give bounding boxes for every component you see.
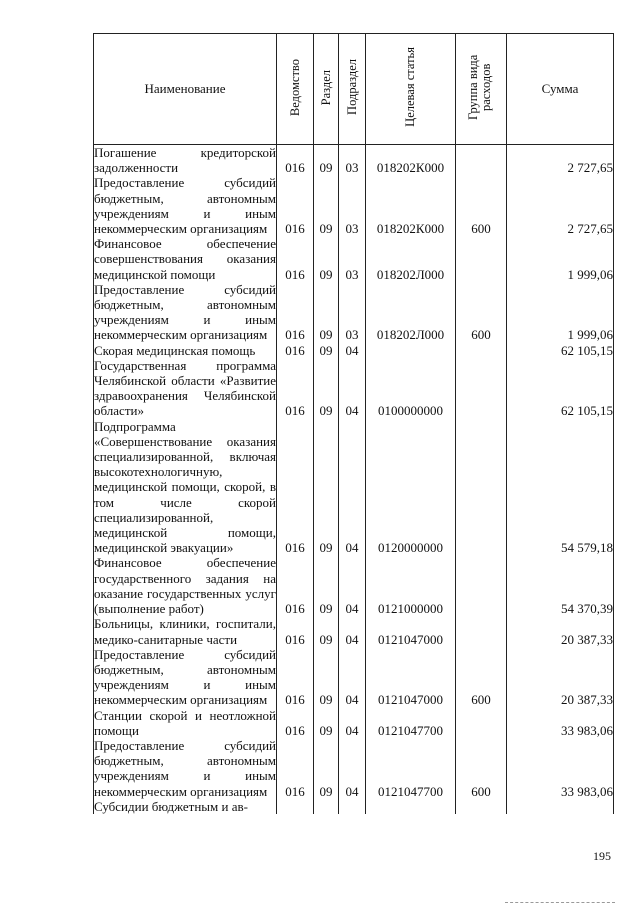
cell-amount: 20 387,33	[507, 616, 614, 646]
table-row	[94, 175, 614, 236]
cell-department: 016	[277, 175, 314, 236]
header-amount: Сумма	[507, 34, 614, 145]
cell-name: Финансовое обеспечение государственного задания на оказание государственных услуг (выполнение работ)	[94, 555, 276, 617]
cell-amount: 1 999,06	[507, 236, 614, 282]
cell-section: 09	[314, 708, 339, 738]
cell-section	[314, 799, 339, 814]
cell-name: Субсидии бюджетным и ав-	[94, 799, 277, 814]
cell-expense-group	[456, 799, 507, 814]
cell-expense-group	[456, 236, 507, 282]
cell-department: 016	[277, 555, 314, 616]
cell-name: Погашение кредиторской задолженности	[94, 145, 276, 176]
budget-table	[93, 33, 614, 814]
cell-name: Подпрограмма «Совершенствование оказания специализированной, включая высокотехнологичную, медицинской помощи, скорой, в том числе скорой специализированной, медицинской помощи, медицинской эвакуации»	[94, 418, 276, 556]
cell-name: Государственная программа Челябинской области «Развитие здравоохранения Челябинской области»	[94, 357, 276, 419]
cell-subsection: 04	[339, 343, 366, 358]
cell-amount: 54 579,18	[507, 419, 614, 556]
cell-section: 09	[314, 616, 339, 646]
cell-target-article: 0100000000	[366, 358, 456, 419]
cell-target-article	[366, 799, 456, 814]
cell-amount: 33 983,06	[507, 708, 614, 738]
table-row	[94, 358, 614, 419]
cell-department	[277, 799, 314, 814]
cell-subsection: 03	[339, 175, 366, 236]
cell-subsection: 04	[339, 647, 366, 708]
cell-expense-group: 600	[456, 282, 507, 343]
cell-name: Финансовое обеспечение совершенствования оказания медицинской помощи	[94, 236, 276, 282]
cell-expense-group	[456, 343, 507, 358]
cell-section: 09	[314, 236, 339, 282]
cell-subsection: 03	[339, 145, 366, 176]
cell-section: 09	[314, 282, 339, 343]
table-row	[94, 236, 614, 282]
table-row	[94, 616, 614, 646]
header-section: Раздел	[314, 34, 339, 145]
table-row	[94, 282, 614, 343]
table-row	[94, 419, 614, 556]
table-row	[94, 738, 614, 799]
cell-amount: 54 370,39	[507, 555, 614, 616]
header-department: Ведомство	[277, 34, 314, 145]
cell-expense-group	[456, 555, 507, 616]
cell-subsection: 04	[339, 616, 366, 646]
cell-amount: 1 999,06	[507, 282, 614, 343]
cell-section: 09	[314, 647, 339, 708]
table-header-row	[94, 34, 614, 145]
footer-divider	[505, 902, 615, 903]
table-row	[94, 555, 614, 616]
cell-subsection: 04	[339, 738, 366, 799]
header-target-article: Целевая статья	[366, 34, 456, 145]
cell-target-article	[366, 343, 456, 358]
cell-expense-group: 600	[456, 647, 507, 708]
table-row	[94, 145, 614, 176]
cell-amount: 33 983,06	[507, 738, 614, 799]
cell-subsection: 04	[339, 419, 366, 556]
cell-department: 016	[277, 282, 314, 343]
cell-department: 016	[277, 236, 314, 282]
cell-section: 09	[314, 175, 339, 236]
cell-expense-group: 600	[456, 175, 507, 236]
cell-target-article: 0121000000	[366, 555, 456, 616]
cell-subsection: 04	[339, 555, 366, 616]
cell-amount	[507, 799, 614, 814]
header-name: Наименование	[94, 34, 277, 145]
table-row	[94, 708, 614, 738]
cell-target-article: 018202Л000	[366, 236, 456, 282]
cell-expense-group	[456, 616, 507, 646]
cell-name: Предоставление субсидий бюджетным, автономным учреждениям и иным некоммерческим организациям	[94, 281, 276, 343]
cell-amount: 2 727,65	[507, 175, 614, 236]
cell-amount: 2 727,65	[507, 145, 614, 176]
cell-expense-group	[456, 358, 507, 419]
cell-amount: 62 105,15	[507, 343, 614, 358]
cell-target-article: 018202К000	[366, 145, 456, 176]
cell-subsection: 04	[339, 708, 366, 738]
table-row	[94, 343, 614, 358]
cell-subsection: 03	[339, 236, 366, 282]
cell-department: 016	[277, 419, 314, 556]
cell-target-article: 0120000000	[366, 419, 456, 556]
cell-expense-group	[456, 419, 507, 556]
table-row	[94, 647, 614, 708]
cell-target-article: 0121047000	[366, 647, 456, 708]
cell-subsection: 04	[339, 358, 366, 419]
cell-name: Больницы, клиники, госпитали, медико-санитарные части	[94, 616, 276, 647]
cell-target-article: 0121047000	[366, 616, 456, 646]
cell-department: 016	[277, 616, 314, 646]
cell-department: 016	[277, 343, 314, 358]
cell-name: Скорая медицинская помощь	[94, 343, 277, 358]
cell-name: Предоставление субсидий бюджетным, автономным учреждениям и иным некоммерческим организациям	[94, 737, 276, 799]
cell-target-article: 0121047700	[366, 738, 456, 799]
cell-department: 016	[277, 145, 314, 176]
cell-amount: 62 105,15	[507, 358, 614, 419]
header-expense-group: Группа вида расходов	[456, 34, 507, 145]
page-number: 195	[593, 849, 611, 863]
cell-subsection: 03	[339, 282, 366, 343]
cell-expense-group	[456, 708, 507, 738]
cell-name: Предоставление субсидий бюджетным, автономным учреждениям и иным некоммерческим организациям	[94, 646, 276, 708]
cell-expense-group	[456, 145, 507, 176]
cell-department: 016	[277, 358, 314, 419]
cell-target-article: 018202К000	[366, 175, 456, 236]
cell-section: 09	[314, 555, 339, 616]
table-row	[94, 799, 614, 814]
cell-name: Станции скорой и неотложной помощи	[94, 707, 276, 738]
cell-section: 09	[314, 738, 339, 799]
cell-department: 016	[277, 738, 314, 799]
cell-amount: 20 387,33	[507, 647, 614, 708]
cell-target-article: 0121047700	[366, 708, 456, 738]
cell-section: 09	[314, 419, 339, 556]
cell-department: 016	[277, 647, 314, 708]
header-subsection: Подраздел	[339, 34, 366, 145]
cell-section: 09	[314, 343, 339, 358]
cell-department: 016	[277, 708, 314, 738]
cell-section: 09	[314, 145, 339, 176]
cell-subsection	[339, 799, 366, 814]
cell-name: Предоставление субсидий бюджетным, автономным учреждениям и иным некоммерческим организациям	[94, 175, 276, 237]
cell-expense-group: 600	[456, 738, 507, 799]
cell-section: 09	[314, 358, 339, 419]
cell-target-article: 018202Л000	[366, 282, 456, 343]
